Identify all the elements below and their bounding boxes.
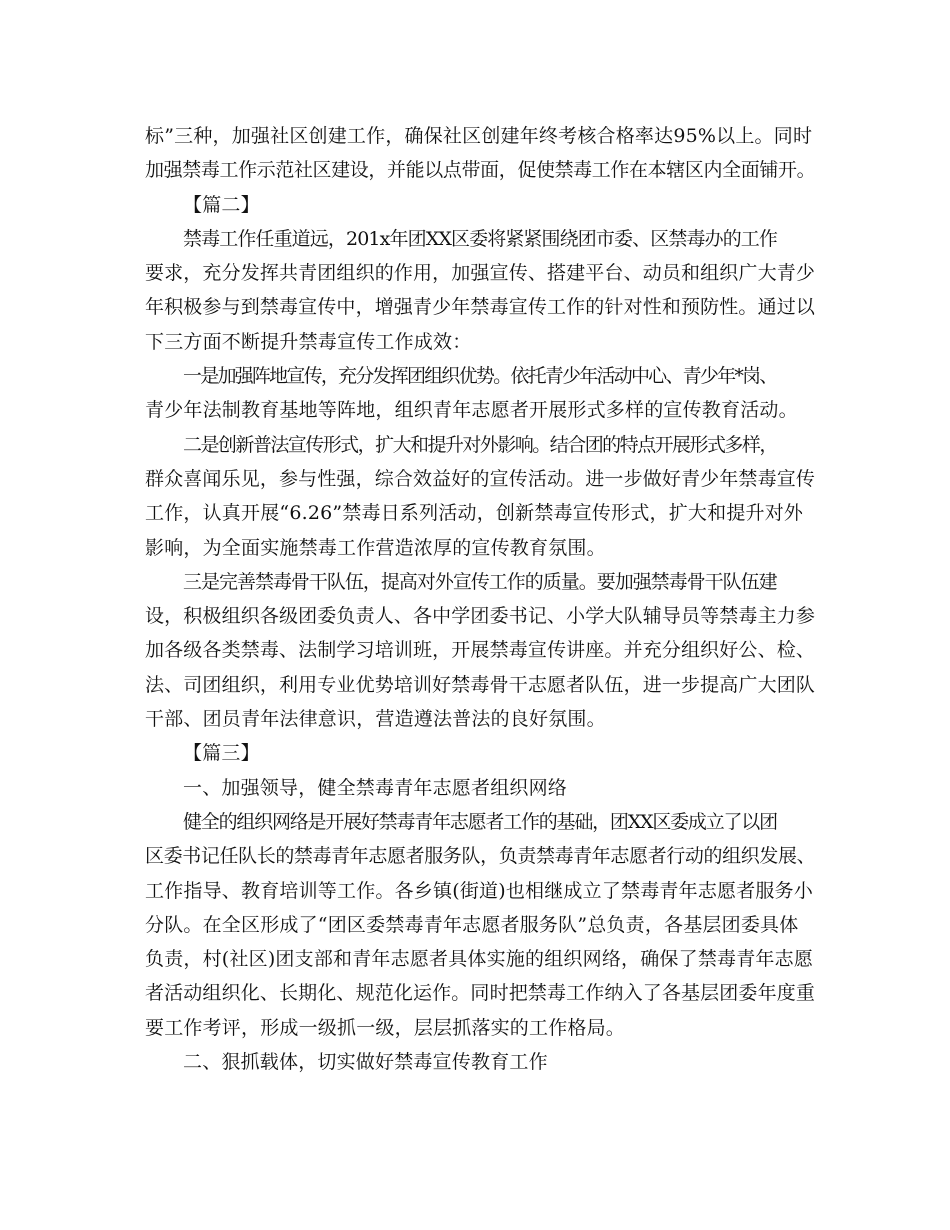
text-line: 年积极参与到禁毒宣传中，增强青少年禁毒宣传工作的针对性和预防性。通过以 (145, 296, 816, 319)
section-heading: 【篇二】 (183, 193, 260, 216)
document-body (145, 119, 815, 1079)
text-line: 标”三种，加强社区创建工作，确保社区创建年终考核合格率达95%以上。同时 (145, 125, 813, 147)
text-line: 二是创新普法宣传形式，扩大和提升对外影响。结合团的特点开展形式多样， (183, 433, 777, 456)
text-line: 者活动组织化、长期化、规范化运作。同时把禁毒工作纳入了各基层团委年度重 (145, 982, 816, 1005)
text-line: 区委书记任队长的禁毒青年志愿者服务队，负责禁毒青年志愿者行动的组织发展、 (145, 845, 816, 868)
text-line: 青少年法制教育基地等阵地，组织青年志愿者开展形式多样的宣传教育活动。 (145, 399, 798, 422)
text-line: 加各级各类禁毒、法制学习培训班，开展禁毒宣传讲座。并充分组织好公、检、 (145, 639, 816, 662)
text-line: 法、司团组织，利用专业优势培训好禁毒骨干志愿者队伍，进一步提高广大团队 (145, 673, 816, 696)
text-line: 影响，为全面实施禁毒工作营造浓厚的宣传教育氛围。 (145, 536, 606, 559)
text-line: 要工作考评，形成一级抓一级，层层抓落实的工作格局。 (145, 1016, 626, 1039)
text-line: 下三方面不断提升禁毒宣传工作成效： (145, 330, 472, 353)
text-line: 分队。在全区形成了“团区委禁毒青年志愿者服务队”总负责，各基层团委具体 (145, 913, 799, 936)
text-line: 工作指导、教育培训等工作。各乡镇(街道)也相继成立了禁毒青年志愿者服务小 (145, 879, 814, 902)
text-line: 群众喜闻乐见，参与性强，综合效益好的宣传活动。进一步做好青少年禁毒宣传 (145, 467, 816, 490)
subheading: 二、狠抓载体，切实做好禁毒宣传教育工作 (183, 1051, 548, 1074)
text-line: 禁毒工作任重道远，201x年团XX区委将紧紧围绕团市委、区禁毒办的工作 (183, 227, 778, 250)
text-line: 加强禁毒工作示范社区建设，并能以点带面，促使禁毒工作在本辖区内全面铺开。 (145, 159, 816, 182)
text-line: 负责，村(社区)团支部和青年志愿者具体实施的组织网络，确保了禁毒青年志愿 (145, 948, 814, 971)
text-line: 一是加强阵地宣传，充分发挥团组织优势。依托青少年活动中心、青少年*岗、 (183, 365, 777, 388)
text-line: 干部、团员青年法律意识，营造遵法普法的良好氛围。 (145, 708, 606, 731)
text-line: 工作，认真开展“6.26”禁毒日系列活动，创新禁毒宣传形式，扩大和提升对外 (145, 502, 804, 525)
text-line: 设，积极组织各级团委负责人、各中学团委书记、小学大队辅导员等禁毒主力参 (145, 605, 816, 628)
text-line: 三是完善禁毒骨干队伍，提高对外宣传工作的质量。要加强禁毒骨干队伍建 (183, 570, 777, 593)
text-line: 要求，充分发挥共青团组织的作用，加强宣传、搭建平台、动员和组织广大青少 (145, 262, 816, 285)
section-heading: 【篇三】 (183, 742, 260, 765)
subheading: 一、加强领导，健全禁毒青年志愿者组织网络 (183, 776, 568, 799)
text-line: 健全的组织网络是开展好禁毒青年志愿者工作的基础，团XX区委成立了以团 (183, 810, 777, 833)
